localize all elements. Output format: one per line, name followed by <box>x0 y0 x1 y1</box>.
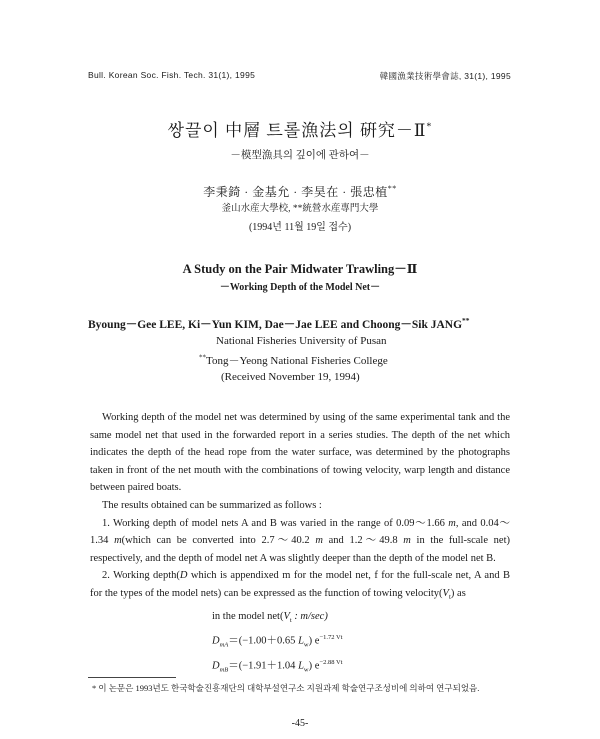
korean-title: 쌍끌이 中層 트롤漁法의 硏究－Ⅱ* <box>167 121 433 140</box>
abstract <box>90 409 510 607</box>
english-authors: Byoung－Gee LEE, Ki－Yun KIM, Dae－Jae LEE and Choong－Sik JANG** <box>88 316 470 331</box>
journal-citation: Bull. Korean Soc. Fish. Tech. 31(1), 1995 <box>88 70 256 80</box>
korean-received-date: (1994년 11월 19일 접수) <box>248 222 352 233</box>
korean-affiliations: 釜山水産大學校, **統營水産專門大學 <box>221 204 379 214</box>
english-received-date: (Received November 19, 1994) <box>221 371 360 383</box>
affiliation-2: **Tong－Yeong National Fisheries College <box>199 353 388 367</box>
korean-authors: 李秉錡 · 金基允 · 李昊在 · 張忠植** <box>203 184 397 199</box>
result-2: 2. Working depth(D which is appendixed m for the model net, f for the full-scale net, A and B for the types of the model nets) can be expressed as the function of towing $velocity(V_t)$ as <box>90 570 510 602</box>
page-number: -45- <box>291 718 309 729</box>
english-subtitle: －Working Depth of the Model Net－ <box>219 282 381 293</box>
abstract-paragraph: Working depth of the model net was determined by using of the same experimental tank and the same model net that used in the forwarded report in a series studies. The depth of the net which indicates the depth of the head rope from the water surface, was determined by the photographs taken in front of the net mouth with the combinations of towing velocity, warp length and distance between paired boats. <box>90 412 510 494</box>
equation-net-b: $D_{mB}=(-1.91+1.04$ $L_w$) $e^{-2.88 Vt}$ <box>212 658 343 674</box>
affiliation-1: National Fisheries University of Pusan <box>216 335 387 347</box>
english-title: A Study on the Pair Midwater Trawling－Ⅱ <box>182 262 418 276</box>
results-intro: The results obtained can be summarized as follows : <box>102 499 322 511</box>
result-1: 1. Working depth of model nets A and B was varied in the range of 0.09～1.66 m, and 0.04～1.34 m(which can be converted into 2.7～40.2 m and 1.2～49.8 m in the full-scale net) respectively, and the depth of model net A was slightly deeper than the depth of the model net B. <box>90 517 510 564</box>
journal-citation-korean: 韓國漁業技術學會誌, 31(1), 1995 <box>379 71 511 81</box>
footnote-divider <box>88 677 176 678</box>
equation-intro: in the model $net(V_t$ : m/sec) <box>212 611 328 625</box>
footnote: * 이 논문은 1993년도 한국학술진흥재단의 대학부설연구소 지원과제 학술연구조성비에 의하여 연구되었음. <box>92 683 480 693</box>
equations <box>212 608 342 678</box>
equation-net-a: $D_{mA}=(-1.00+0.65$ $L_w$) $e^{-1.72 Vt}$ <box>212 634 343 649</box>
korean-subtitle: －模型漁具의 깊이에 관하여－ <box>230 150 370 161</box>
